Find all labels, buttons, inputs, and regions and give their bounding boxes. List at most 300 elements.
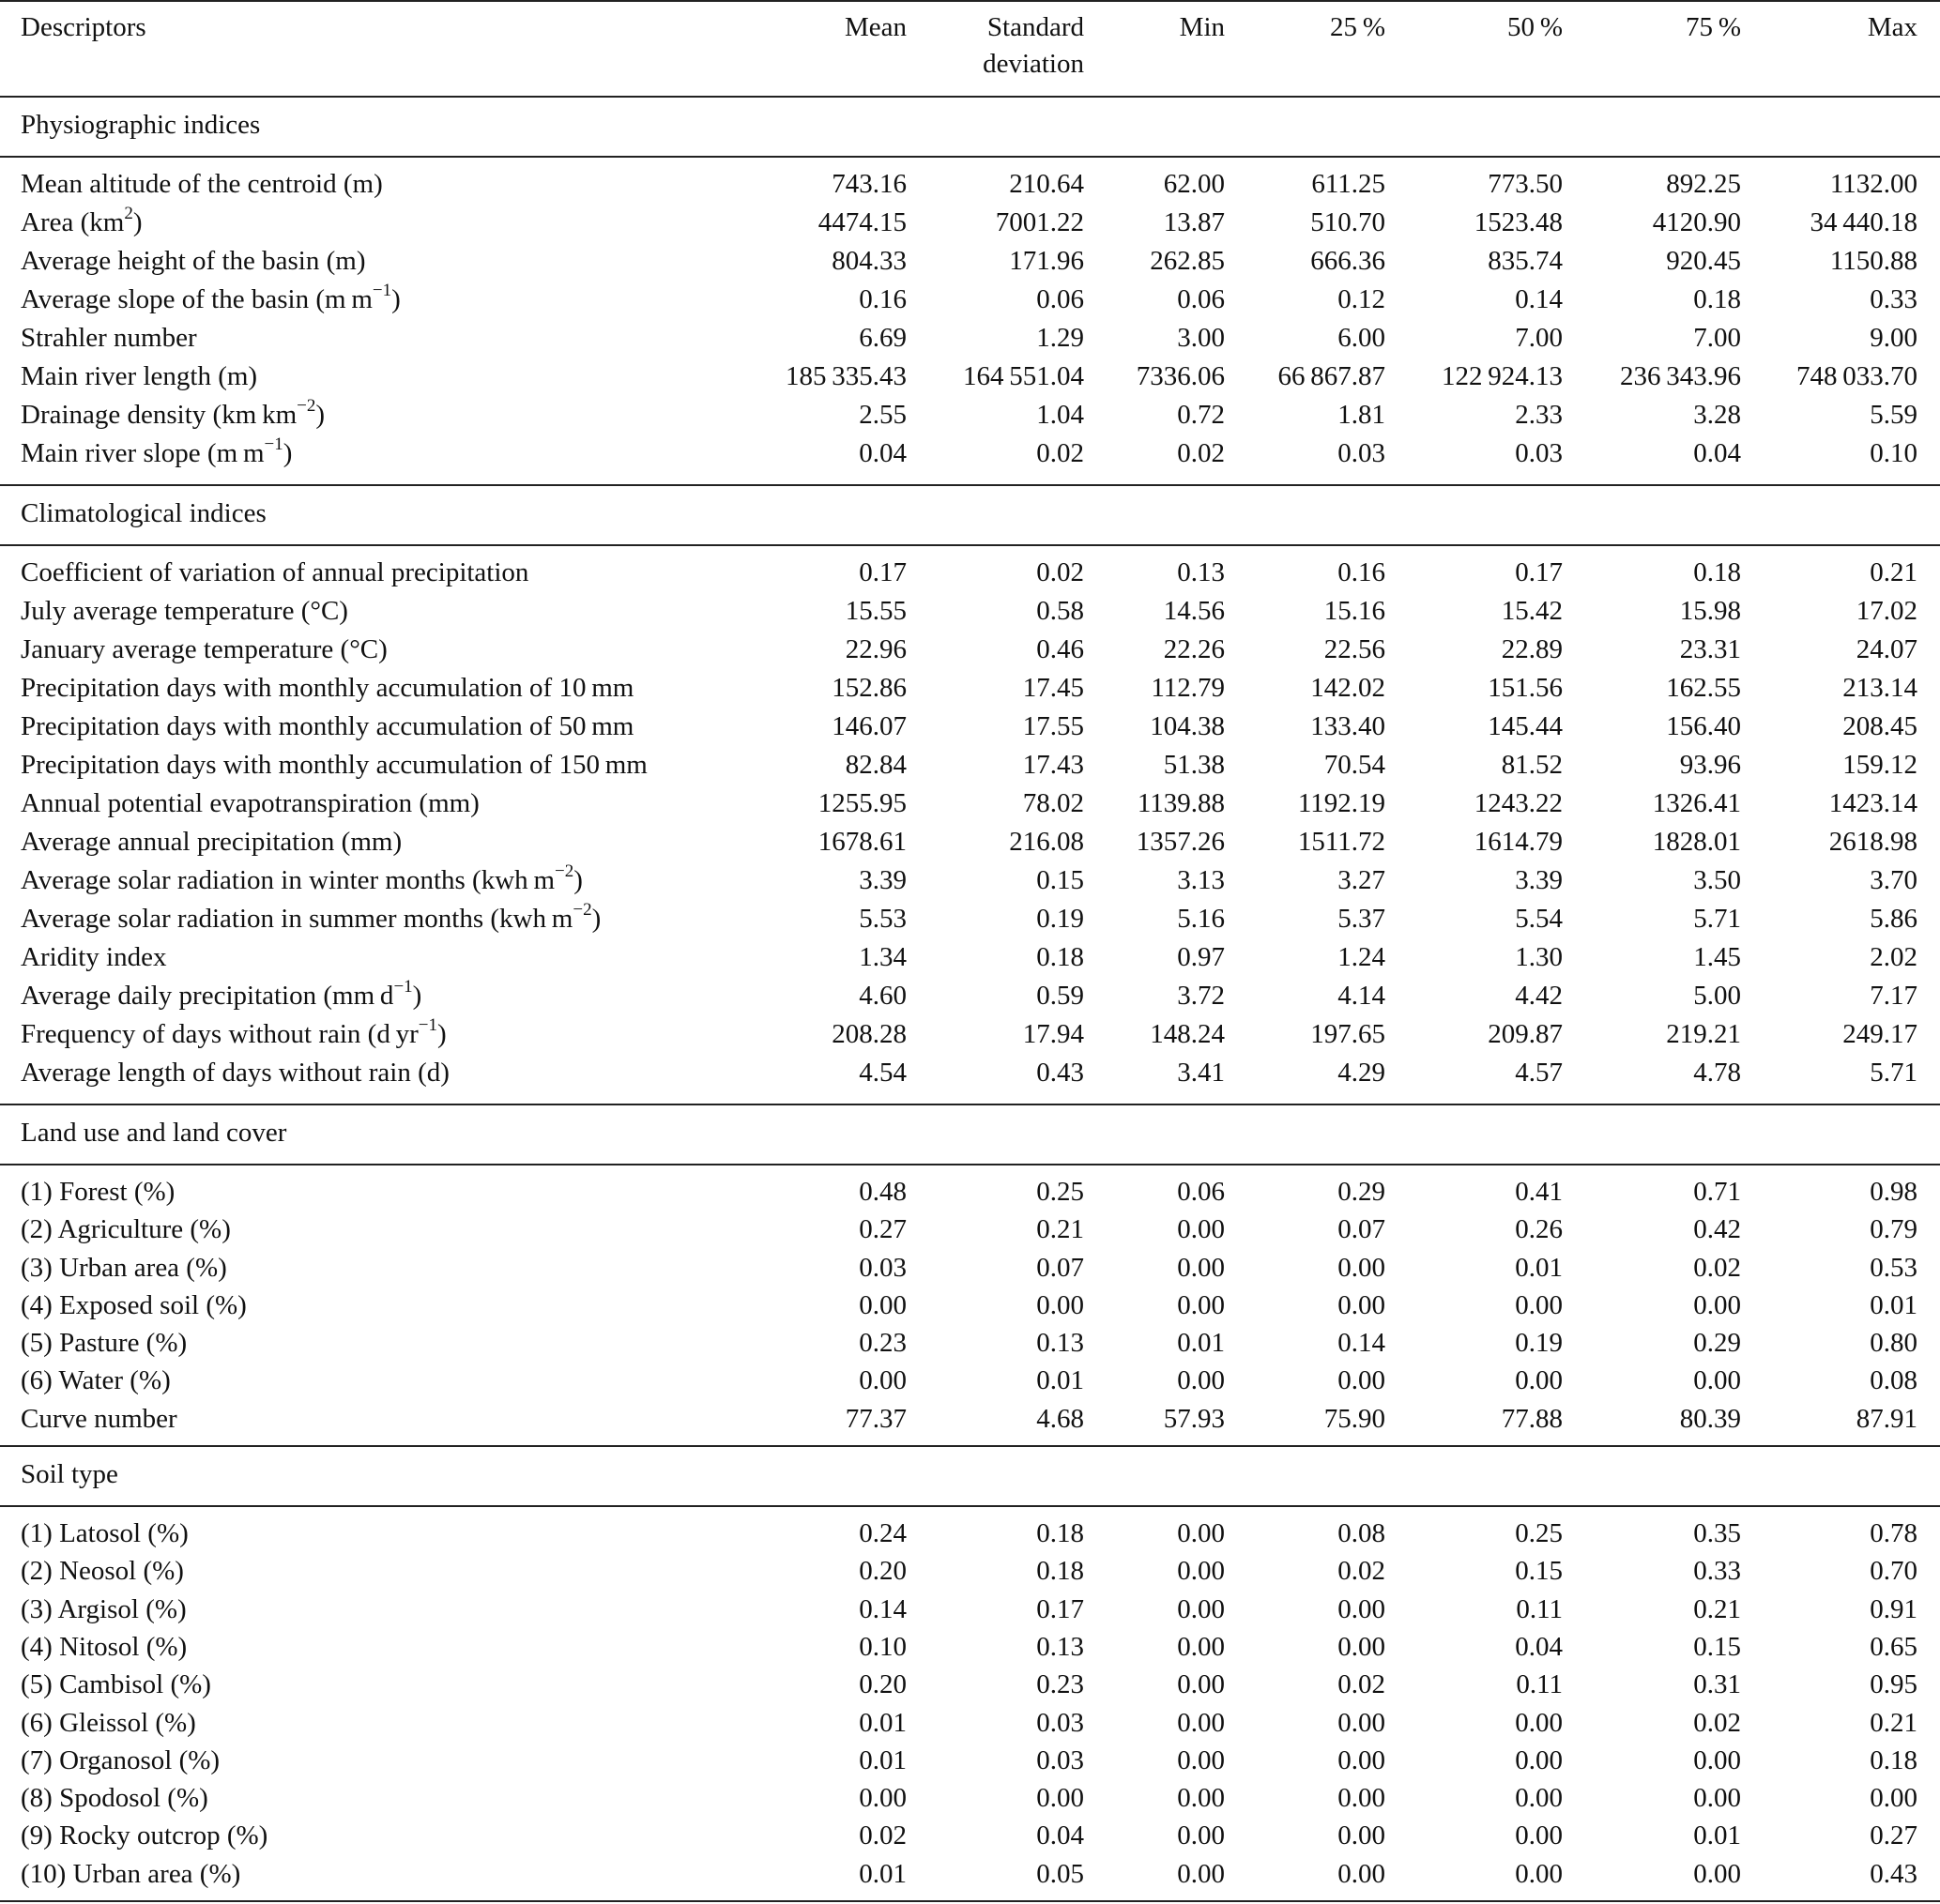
cell-max: 0.78 [1870, 1518, 1917, 1549]
cell-p50: 22.89 [1501, 634, 1563, 664]
table-row [0, 396, 1940, 434]
table-row [0, 1552, 1940, 1590]
cell-min: 22.26 [1163, 634, 1225, 664]
cell-min: 3.13 [1177, 865, 1225, 895]
cell-p50: 4.42 [1515, 981, 1563, 1011]
row-label-text: Frequency of days without rain (d yr [21, 1019, 419, 1049]
cell-max: 5.59 [1870, 400, 1917, 430]
cell-mean: 0.00 [859, 1365, 907, 1396]
cell-p75: 1326.41 [1652, 788, 1741, 818]
cell-p25: 0.00 [1337, 1744, 1385, 1775]
row-label [21, 1666, 211, 1703]
table-row [0, 1628, 1940, 1666]
cell-min: 0.00 [1177, 1707, 1225, 1738]
cell-mean: 0.04 [859, 438, 907, 468]
cell-mean: 146.07 [832, 711, 907, 741]
table-row [0, 861, 1940, 900]
cell-mean: 1.34 [859, 942, 907, 972]
cell-mean: 82.84 [845, 750, 907, 780]
cell-p25: 3.27 [1337, 865, 1385, 895]
cell-p25: 0.00 [1337, 1252, 1385, 1283]
cell-mean: 0.01 [859, 1858, 907, 1889]
row-label [21, 1287, 247, 1324]
cell-p50: 151.56 [1488, 673, 1563, 703]
row-label [21, 1515, 189, 1552]
cell-standard-deviation: 0.00 [1036, 1783, 1084, 1814]
cell-standard-deviation: 0.43 [1036, 1058, 1084, 1088]
column-header-min: Min [1179, 12, 1225, 42]
cell-max: 0.08 [1870, 1365, 1917, 1396]
table-row [0, 977, 1940, 1015]
row-label-text: (4) Nitosol (%) [21, 1631, 188, 1662]
cell-p50: 4.57 [1515, 1058, 1563, 1088]
table-row [0, 784, 1940, 823]
row-label-text: Drainage density (km km [21, 400, 298, 430]
row-label [21, 592, 348, 631]
cell-p50: 209.87 [1488, 1019, 1563, 1049]
cell-mean: 0.24 [859, 1518, 907, 1549]
cell-mean: 743.16 [832, 169, 907, 199]
cell-p50: 0.26 [1515, 1214, 1563, 1245]
cell-max: 0.43 [1870, 1858, 1917, 1889]
cell-min: 0.00 [1177, 1518, 1225, 1549]
cell-standard-deviation: 0.59 [1036, 981, 1084, 1011]
row-label [21, 242, 365, 281]
cell-max: 9.00 [1870, 323, 1917, 353]
cell-p50: 0.17 [1515, 557, 1563, 587]
cell-min: 0.00 [1177, 1783, 1225, 1814]
row-label [21, 1211, 231, 1248]
cell-mean: 0.00 [859, 1783, 907, 1814]
cell-max: 748 033.70 [1795, 361, 1917, 391]
table-row [0, 1287, 1940, 1324]
cell-p75: 0.04 [1693, 438, 1741, 468]
section-header: Physiographic indices [21, 110, 261, 140]
cell-max: 0.79 [1870, 1214, 1917, 1245]
cell-max: 0.00 [1870, 1783, 1917, 1814]
row-label-text: Average length of days without rain (d) [21, 1058, 450, 1088]
cell-standard-deviation: 0.23 [1036, 1669, 1084, 1700]
cell-p50: 0.03 [1515, 438, 1563, 468]
cell-mean: 804.33 [832, 246, 907, 276]
row-label [21, 396, 325, 434]
cell-standard-deviation: 0.01 [1036, 1365, 1084, 1396]
row-label-text: Average solar radiation in winter months (kwh m [21, 865, 556, 895]
cell-p50: 0.00 [1515, 1707, 1563, 1738]
cell-max: 0.80 [1870, 1328, 1917, 1359]
cell-p75: 0.02 [1693, 1707, 1741, 1738]
cell-p75: 0.00 [1693, 1289, 1741, 1320]
table-row [0, 1173, 1940, 1211]
cell-max: 0.21 [1870, 1707, 1917, 1738]
cell-max: 5.86 [1870, 904, 1917, 934]
cell-standard-deviation: 0.15 [1036, 865, 1084, 895]
cell-max: 87.91 [1856, 1403, 1917, 1434]
cell-mean: 0.16 [859, 284, 907, 314]
cell-p50: 0.41 [1515, 1177, 1563, 1207]
row-label-text: (6) Water (%) [21, 1365, 171, 1396]
table-row [0, 900, 1940, 938]
cell-mean: 4.54 [859, 1058, 907, 1088]
cell-p75: 1.45 [1693, 942, 1741, 972]
cell-p75: 7.00 [1693, 323, 1741, 353]
cell-p50: 0.00 [1515, 1289, 1563, 1320]
cell-standard-deviation: 0.02 [1036, 557, 1084, 587]
cell-mean: 2.55 [859, 400, 907, 430]
row-label [21, 1591, 187, 1628]
cell-standard-deviation: 0.18 [1036, 1518, 1084, 1549]
cell-standard-deviation: 0.13 [1036, 1631, 1084, 1662]
row-label [21, 746, 648, 784]
cell-mean: 77.37 [845, 1403, 907, 1434]
unit-exponent: −1 [264, 434, 283, 454]
row-label-text: Average annual precipitation (mm) [21, 827, 403, 857]
cell-p50: 7.00 [1515, 323, 1563, 353]
cell-p25: 1.24 [1337, 942, 1385, 972]
cell-mean: 0.00 [859, 1289, 907, 1320]
cell-standard-deviation: 0.04 [1036, 1820, 1084, 1851]
cell-max: 0.10 [1870, 438, 1917, 468]
cell-mean: 15.55 [845, 596, 907, 626]
table-row [0, 1817, 1940, 1854]
cell-p75: 0.35 [1693, 1518, 1741, 1549]
row-label [21, 1324, 187, 1362]
cell-p50: 0.19 [1515, 1328, 1563, 1359]
cell-p25: 5.37 [1337, 904, 1385, 934]
cell-p25: 0.00 [1337, 1631, 1385, 1662]
cell-p25: 22.56 [1323, 634, 1385, 664]
cell-p50: 0.00 [1515, 1820, 1563, 1851]
cell-max: 208.45 [1842, 711, 1917, 741]
row-label [21, 319, 197, 358]
row-label [21, 281, 401, 319]
row-label-text: (3) Argisol (%) [21, 1593, 187, 1624]
row-label-text: (5) Pasture (%) [21, 1328, 188, 1359]
cell-min: 0.00 [1177, 1593, 1225, 1624]
cell-p25: 0.00 [1337, 1289, 1385, 1320]
cell-min: 112.79 [1151, 673, 1225, 703]
cell-standard-deviation: 0.00 [1036, 1289, 1084, 1320]
table-row [0, 1704, 1940, 1742]
cell-max: 0.18 [1870, 1744, 1917, 1775]
table-row [0, 1855, 1940, 1893]
row-label-text: Area (km [21, 207, 125, 237]
row-label [21, 1249, 227, 1287]
table-row [0, 1362, 1940, 1399]
row-label [21, 900, 601, 938]
section-header: Land use and land cover [21, 1118, 287, 1148]
row-label-text: Coefficient of variation of annual precipitation [21, 557, 529, 587]
row-label [21, 204, 142, 242]
cell-max: 0.98 [1870, 1177, 1917, 1207]
cell-min: 0.00 [1177, 1858, 1225, 1889]
section-header: Climatological indices [21, 498, 267, 528]
unit-exponent: 2 [124, 204, 133, 223]
cell-mean: 0.01 [859, 1744, 907, 1775]
cell-min: 0.13 [1177, 557, 1225, 587]
cell-min: 0.00 [1177, 1669, 1225, 1700]
cell-max: 24.07 [1856, 634, 1917, 664]
cell-p75: 5.00 [1693, 981, 1741, 1011]
cell-max: 0.70 [1870, 1556, 1917, 1587]
row-label [21, 977, 421, 1015]
cell-min: 5.16 [1177, 904, 1225, 934]
cell-mean: 0.17 [859, 557, 907, 587]
cell-max: 0.01 [1870, 1289, 1917, 1320]
unit-exponent: −1 [393, 977, 413, 997]
cell-p75: 219.21 [1666, 1019, 1741, 1049]
cell-p25: 15.16 [1323, 596, 1385, 626]
cell-max: 249.17 [1842, 1019, 1917, 1049]
cell-standard-deviation: 0.17 [1036, 1593, 1084, 1624]
cell-p50: 5.54 [1515, 904, 1563, 934]
cell-p50: 0.01 [1515, 1252, 1563, 1283]
cell-min: 0.00 [1177, 1631, 1225, 1662]
cell-p25: 0.12 [1337, 284, 1385, 314]
row-label [21, 1704, 196, 1742]
cell-standard-deviation: 0.46 [1036, 634, 1084, 664]
cell-p50: 3.39 [1515, 865, 1563, 895]
cell-p50: 122 924.13 [1441, 361, 1563, 391]
cell-p50: 0.00 [1515, 1783, 1563, 1814]
cell-p25: 510.70 [1310, 207, 1385, 237]
row-label-text: Aridity index [21, 942, 167, 972]
cell-min: 51.38 [1163, 750, 1225, 780]
section-rows [0, 1507, 1940, 1900]
row-label-text: (10) Urban area (%) [21, 1858, 241, 1889]
row-label [21, 1742, 220, 1779]
cell-mean: 0.23 [859, 1328, 907, 1359]
table-row [0, 1591, 1940, 1628]
cell-p75: 0.00 [1693, 1744, 1741, 1775]
cell-p25: 0.00 [1337, 1365, 1385, 1396]
row-label [21, 1015, 447, 1054]
table-row [0, 1400, 1940, 1438]
cell-max: 213.14 [1842, 673, 1917, 703]
cell-standard-deviation: 216.08 [1009, 827, 1084, 857]
table-row [0, 554, 1940, 592]
unit-suffix: ) [315, 400, 326, 430]
cell-p25: 0.08 [1337, 1518, 1385, 1549]
row-label-text: (3) Urban area (%) [21, 1252, 227, 1283]
row-label [21, 1817, 267, 1854]
cell-mean: 5.53 [859, 904, 907, 934]
unit-exponent: −2 [573, 900, 592, 920]
cell-p75: 920.45 [1666, 246, 1741, 276]
table-row [0, 1211, 1940, 1248]
cell-p25: 611.25 [1311, 169, 1385, 199]
table-row [0, 938, 1940, 977]
cell-mean: 0.20 [859, 1556, 907, 1587]
unit-suffix: ) [591, 904, 602, 934]
cell-p50: 0.00 [1515, 1744, 1563, 1775]
cell-p50: 1614.79 [1474, 827, 1563, 857]
cell-p75: 0.29 [1693, 1328, 1741, 1359]
cell-p75: 0.00 [1693, 1783, 1741, 1814]
cell-p25: 0.00 [1337, 1707, 1385, 1738]
row-label-text: Average height of the basin (m) [21, 246, 366, 276]
cell-max: 159.12 [1842, 750, 1917, 780]
table-row [0, 592, 1940, 631]
row-label [21, 823, 402, 861]
row-label [21, 1362, 171, 1399]
cell-standard-deviation: 17.94 [1022, 1019, 1084, 1049]
cell-p50: 145.44 [1488, 711, 1563, 741]
table-row [0, 358, 1940, 396]
cell-max: 5.71 [1870, 1058, 1917, 1088]
cell-mean: 6.69 [859, 323, 907, 353]
cell-standard-deviation: 171.96 [1009, 246, 1084, 276]
cell-p25: 70.54 [1323, 750, 1385, 780]
table-row [0, 746, 1940, 784]
column-header-standard-deviation: Standard deviation [983, 12, 1084, 79]
cell-p25: 0.02 [1337, 1669, 1385, 1700]
unit-suffix: ) [283, 438, 293, 468]
cell-min: 0.00 [1177, 1365, 1225, 1396]
cell-p50: 0.14 [1515, 284, 1563, 314]
cell-standard-deviation: 0.13 [1036, 1328, 1084, 1359]
row-label [21, 554, 528, 592]
column-header-p25: 25 % [1330, 12, 1385, 42]
cell-p25: 197.65 [1310, 1019, 1385, 1049]
cell-p25: 0.29 [1337, 1177, 1385, 1207]
row-label-text: July average temperature (°C) [21, 596, 348, 626]
cell-mean: 0.48 [859, 1177, 907, 1207]
cell-min: 3.72 [1177, 981, 1225, 1011]
row-label-text: (2) Neosol (%) [21, 1556, 184, 1587]
cell-max: 7.17 [1870, 981, 1917, 1011]
cell-min: 0.00 [1177, 1214, 1225, 1245]
cell-p25: 0.16 [1337, 557, 1385, 587]
table-row [0, 823, 1940, 861]
cell-p75: 0.18 [1693, 284, 1741, 314]
row-label [21, 1855, 240, 1893]
table-row [0, 708, 1940, 746]
cell-p75: 0.02 [1693, 1252, 1741, 1283]
cell-max: 0.21 [1870, 557, 1917, 587]
cell-mean: 4474.15 [817, 207, 907, 237]
unit-suffix: ) [573, 865, 583, 895]
cell-max: 0.65 [1870, 1631, 1917, 1662]
cell-standard-deviation: 0.05 [1036, 1858, 1084, 1889]
row-label-text: Precipitation days with monthly accumulation of 150 mm [21, 750, 648, 780]
cell-p50: 1.30 [1515, 942, 1563, 972]
table-row [0, 1515, 1940, 1552]
cell-p25: 0.14 [1337, 1328, 1385, 1359]
cell-mean: 1255.95 [817, 788, 907, 818]
column-header-descriptors: Descriptors [21, 12, 146, 42]
table-row [0, 1015, 1940, 1054]
cell-min: 1139.88 [1137, 788, 1225, 818]
table-row [0, 434, 1940, 473]
row-label-text: (5) Cambisol (%) [21, 1669, 211, 1700]
table-row [0, 281, 1940, 319]
cell-mean: 3.39 [859, 865, 907, 895]
cell-max: 0.33 [1870, 284, 1917, 314]
row-label [21, 1628, 187, 1666]
cell-p50: 1523.48 [1474, 207, 1563, 237]
cell-p50: 2.33 [1515, 400, 1563, 430]
cell-standard-deviation: 0.18 [1036, 942, 1084, 972]
cell-p75: 3.28 [1693, 400, 1741, 430]
unit-suffix: ) [391, 284, 401, 314]
row-label [21, 434, 292, 473]
table-row [0, 242, 1940, 281]
cell-mean: 0.14 [859, 1593, 907, 1624]
table-row [0, 204, 1940, 242]
cell-max: 0.95 [1870, 1669, 1917, 1700]
cell-standard-deviation: 17.55 [1022, 711, 1084, 741]
cell-p50: 0.11 [1516, 1669, 1563, 1700]
cell-p75: 0.42 [1693, 1214, 1741, 1245]
cell-p75: 0.31 [1693, 1669, 1741, 1700]
cell-mean: 152.86 [832, 673, 907, 703]
cell-min: 0.00 [1177, 1289, 1225, 1320]
unit-suffix: ) [437, 1019, 447, 1049]
cell-min: 62.00 [1163, 169, 1225, 199]
table-row [0, 669, 1940, 708]
row-label-text: Average daily precipitation (mm d [21, 981, 394, 1011]
row-label-text: Precipitation days with monthly accumulation of 50 mm [21, 711, 634, 741]
row-label [21, 1779, 208, 1817]
cell-p75: 0.00 [1693, 1858, 1741, 1889]
cell-p25: 0.00 [1337, 1858, 1385, 1889]
cell-standard-deviation: 0.58 [1036, 596, 1084, 626]
cell-max: 1132.00 [1829, 169, 1917, 199]
row-label-text: Mean altitude of the centroid (m) [21, 169, 383, 199]
cell-p25: 75.90 [1323, 1403, 1385, 1434]
cell-p25: 0.00 [1337, 1783, 1385, 1814]
cell-p75: 0.15 [1693, 1631, 1741, 1662]
table-row [0, 1666, 1940, 1703]
cell-p25: 1511.72 [1297, 827, 1385, 857]
column-header-max: Max [1867, 12, 1917, 42]
cell-max: 2.02 [1870, 942, 1917, 972]
cell-min: 3.41 [1177, 1058, 1225, 1088]
cell-min: 148.24 [1150, 1019, 1225, 1049]
cell-min: 57.93 [1163, 1403, 1225, 1434]
unit-exponent: −1 [418, 1015, 438, 1035]
row-label-text: (4) Exposed soil (%) [21, 1289, 247, 1320]
cell-max: 2618.98 [1828, 827, 1917, 857]
table-row [0, 319, 1940, 358]
cell-standard-deviation: 78.02 [1022, 788, 1084, 818]
cell-p75: 5.71 [1693, 904, 1741, 934]
cell-mean: 0.10 [859, 1631, 907, 1662]
row-label [21, 708, 634, 746]
cell-standard-deviation: 0.19 [1036, 904, 1084, 934]
cell-p50: 77.88 [1501, 1403, 1563, 1434]
cell-p75: 0.21 [1693, 1593, 1741, 1624]
cell-p75: 1828.01 [1652, 827, 1741, 857]
cell-min: 0.06 [1177, 284, 1225, 314]
cell-min: 0.00 [1177, 1252, 1225, 1283]
cell-p50: 0.00 [1515, 1858, 1563, 1889]
cell-min: 0.00 [1177, 1744, 1225, 1775]
row-label-text: (8) Spodosol (%) [21, 1783, 208, 1814]
cell-standard-deviation: 0.03 [1036, 1744, 1084, 1775]
table-row [0, 165, 1940, 204]
row-label-text: (2) Agriculture (%) [21, 1214, 231, 1245]
cell-max: 0.91 [1870, 1593, 1917, 1624]
cell-p75: 0.18 [1693, 557, 1741, 587]
cell-p25: 4.14 [1337, 981, 1385, 1011]
cell-min: 262.85 [1150, 246, 1225, 276]
cell-min: 7336.06 [1136, 361, 1225, 391]
cell-min: 1357.26 [1136, 827, 1225, 857]
cell-max: 1423.14 [1828, 788, 1917, 818]
row-label [21, 1173, 175, 1211]
